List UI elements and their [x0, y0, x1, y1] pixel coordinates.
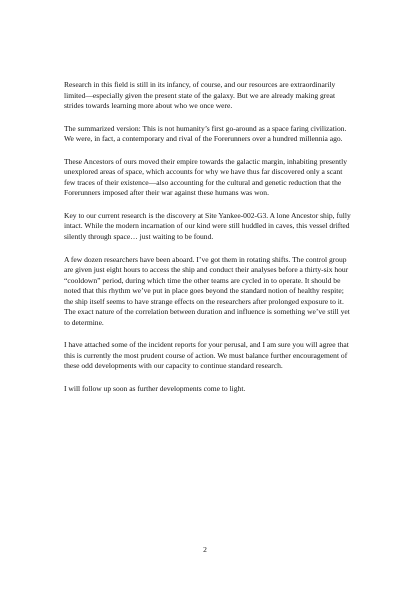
paragraph-1: Research in this field is still in its infancy, of course, and our resources are extraordinarily limited—especially given the present state of the galaxy. But we are already making great strides towards learning more about who we once were. [64, 80, 336, 111]
paragraph-6: I have attached some of the incident reports for your perusal, and I am sure you will agree that this is currently the most prudent course of action. We must balance further encouragement of these odd developments with our capacity to continue standard research. [64, 340, 349, 371]
paragraph-5: A few dozen researchers have been aboard. I’ve got them in rotating shifts. The control group are given just eight hours to access the ship and conduct their analyses before a thirty-six hour “cooldown” period, during which time the other teams are cycled in to operate. It should be noted that this rhythm we’ve put in place goes beyond the standard notion of healthy respite; the ship itself seems to have strange effects on the researchers after prolonged exposure to it. The exact nature of the correlation between duration and influence is something we’ve still yet to determine. [64, 254, 350, 327]
paragraph-3: These Ancestors of ours moved their empire towards the galactic margin, inhabiting presently unexplored areas of space, which accounts for why we have thus far discovered only a scant few traces of their existence—also accounting for the cultural and genetic reduction that the Forerunners imposed after their war against these humans was won. [64, 156, 348, 198]
paragraph-4: Key to our current research is the discovery at Site Yankee-002-G3. A lone Ancestor ship, fully intact. While the modern incarnation of our kind were still huddled in caves, this vessel drifted silently through space… just waiting to be found. [64, 210, 351, 242]
document-body [64, 80, 354, 407]
paragraph-2: The summarized version: This is not humanity’s first go-around as a space faring civilization. We were, in fact, a contemporary and rival of the Forerunners over a hundred millennia ago. [64, 123, 347, 144]
page-number: 2 [203, 545, 207, 554]
paragraph-7: I will follow up soon as further developments come to light. [64, 384, 246, 394]
